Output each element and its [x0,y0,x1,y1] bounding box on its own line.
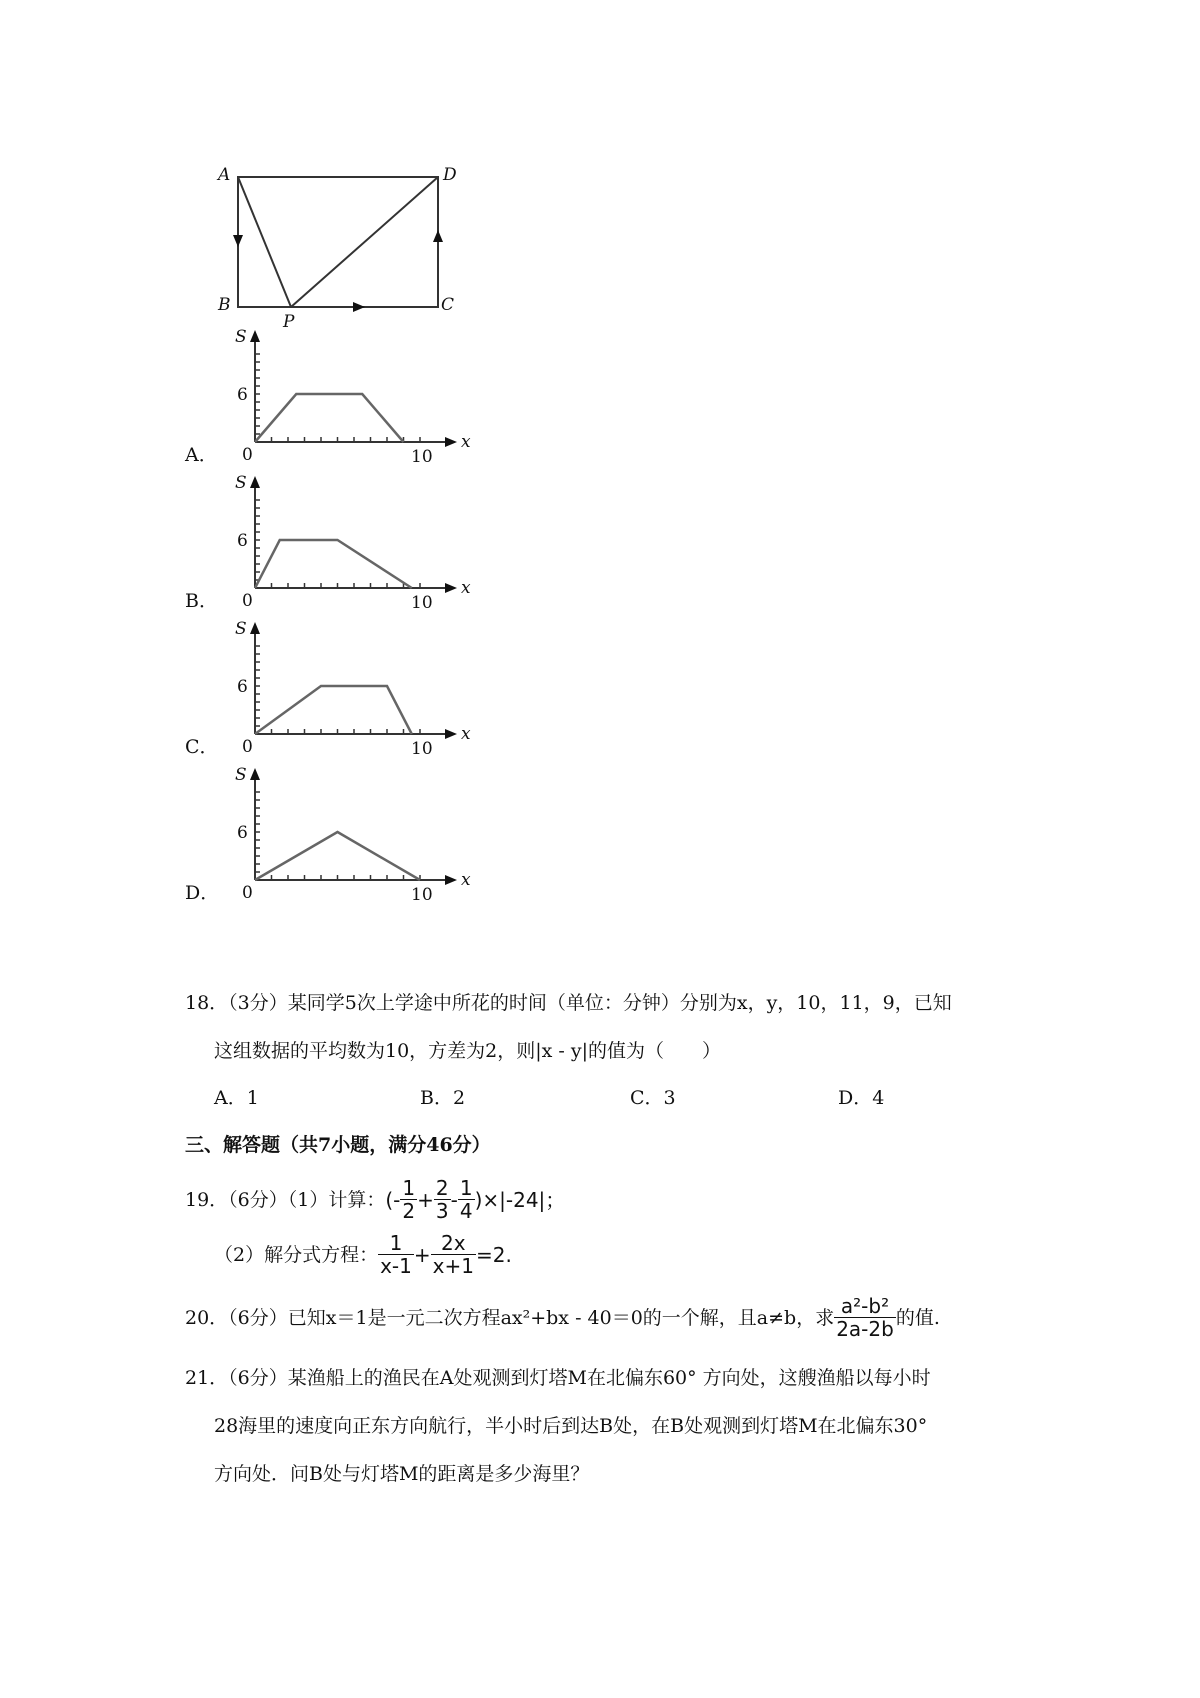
y-tick-label: 6 [237,385,248,405]
y-tick-label: 6 [237,677,248,697]
q19-part1: 19．（6分）（1）计算： (- $\frac{1}{2}$ + $\frac{2}{3}$ - $\frac{1}{4}$ )×|-24|； [185,1176,566,1223]
y-axis-arrow-icon [250,330,260,342]
y-tick-label: 6 [237,531,248,551]
x-axis-arrow-icon [445,729,457,739]
option-b [185,473,505,636]
q19-prefix: 19．（6分）（1）计算： [185,1188,386,1211]
vertex-label-d: D [443,165,457,185]
q19-part2-tail: =2. [475,1242,512,1267]
y-axis-label: S [235,765,247,785]
option-a-label: A． [185,444,218,466]
segment-pd [291,177,438,307]
option-b-plot [227,473,497,616]
q20 [185,1295,940,1340]
vertex-label-c: C [441,295,455,315]
q18-line2: 这组数据的平均数为10，方差为2，则|x - y|的值为（ ） [214,1040,722,1062]
x-axis-label: x [461,432,471,452]
segment-ap [238,177,291,307]
q18-choice-a: A．1 [214,1087,259,1109]
vertex-label-p: P [283,312,295,332]
arrow-down-icon [233,235,243,247]
x-axis-label: x [461,578,471,598]
q18-choice-b: B．2 [420,1087,466,1109]
option-a [185,327,505,490]
x-axis-label: x [461,724,471,744]
vertex-label-a: A [218,165,231,185]
option-d-plot [227,765,497,908]
option-a-plot [227,327,497,470]
rectangle-figure [205,150,457,332]
y-axis-label: S [235,473,247,493]
graph-line [255,832,420,880]
x-tick-label: 10 [411,593,433,613]
q19-frac-4: $\frac{1}{x-1}$ [380,1231,412,1278]
option-d [185,765,505,928]
q21-line1: 21．（6分）某渔船上的渔民在A处观测到灯塔M在北偏东60° 方向处，这艘渔船以每小时 [185,1367,931,1389]
option-c-label: C． [185,736,219,758]
q19-frac-5: $\frac{2x}{x+1}$ [432,1231,474,1278]
x-tick-label: 10 [411,447,433,467]
q18-choice-c: C．3 [630,1087,676,1109]
option-b-label: B． [185,590,218,612]
y-axis-arrow-icon [250,768,260,780]
vertex-label-b: B [218,295,231,315]
q20-frac: $\frac{\text{a²-b²}}{2a-2b}$ [836,1294,894,1341]
q19-frac-1: $\frac{1}{2}$ [402,1176,416,1223]
q19-part1-tail: )×|-24|； [474,1187,566,1212]
option-d-label: D． [185,882,220,904]
q18-choice-d: D．4 [838,1087,885,1109]
rectangle-abcd [238,177,438,307]
graph-line [255,686,412,734]
q21-line2: 28海里的速度向正东方向航行，半小时后到达B处，在B处观测到灯塔M在北偏东30° [214,1415,928,1437]
q19-part2-prefix: （2）解分式方程： [214,1243,379,1266]
q20-text: 20．（6分）已知x＝1是一元二次方程ax²+bx - 40＝0的一个解，且a≠b，求 [185,1306,835,1329]
y-axis-arrow-icon [250,622,260,634]
q19-part2: （2）解分式方程： $\frac{1}{x-1}$ + $\frac{2x}{x+1}$ =2. [214,1231,512,1278]
x-axis-label: x [461,870,471,890]
origin-label: 0 [242,737,253,757]
origin-label: 0 [242,883,253,903]
arrow-right-icon [353,302,365,312]
origin-label: 0 [242,591,253,611]
x-axis-arrow-icon [445,583,457,593]
origin-label: 0 [242,445,253,465]
y-axis-label: S [235,619,247,639]
x-axis-arrow-icon [445,875,457,885]
y-axis-label: S [235,327,247,347]
graph-line [255,540,412,588]
x-tick-label: 10 [411,739,433,759]
y-tick-label: 6 [237,823,248,843]
q18-line1: 18．（3分）某同学5次上学途中所花的时间（单位：分钟）分别为x，y，10，11，9，已知 [185,992,952,1014]
option-c [185,619,505,782]
q21-line3: 方向处．问B处与灯塔M的距离是多少海里？ [214,1463,590,1485]
q19-frac-3: $\frac{1}{4}$ [459,1176,473,1223]
arrow-up-icon [433,230,443,242]
x-tick-label: 10 [411,885,433,905]
graph-line [255,394,404,442]
q19-frac-2: $\frac{2}{3}$ [435,1176,449,1223]
x-axis-arrow-icon [445,437,457,447]
section-3-heading: 三、解答题（共7小题，满分46分） [185,1134,491,1156]
y-axis-arrow-icon [250,476,260,488]
option-c-plot [227,619,497,762]
q20-tail: 的值. [895,1306,940,1329]
